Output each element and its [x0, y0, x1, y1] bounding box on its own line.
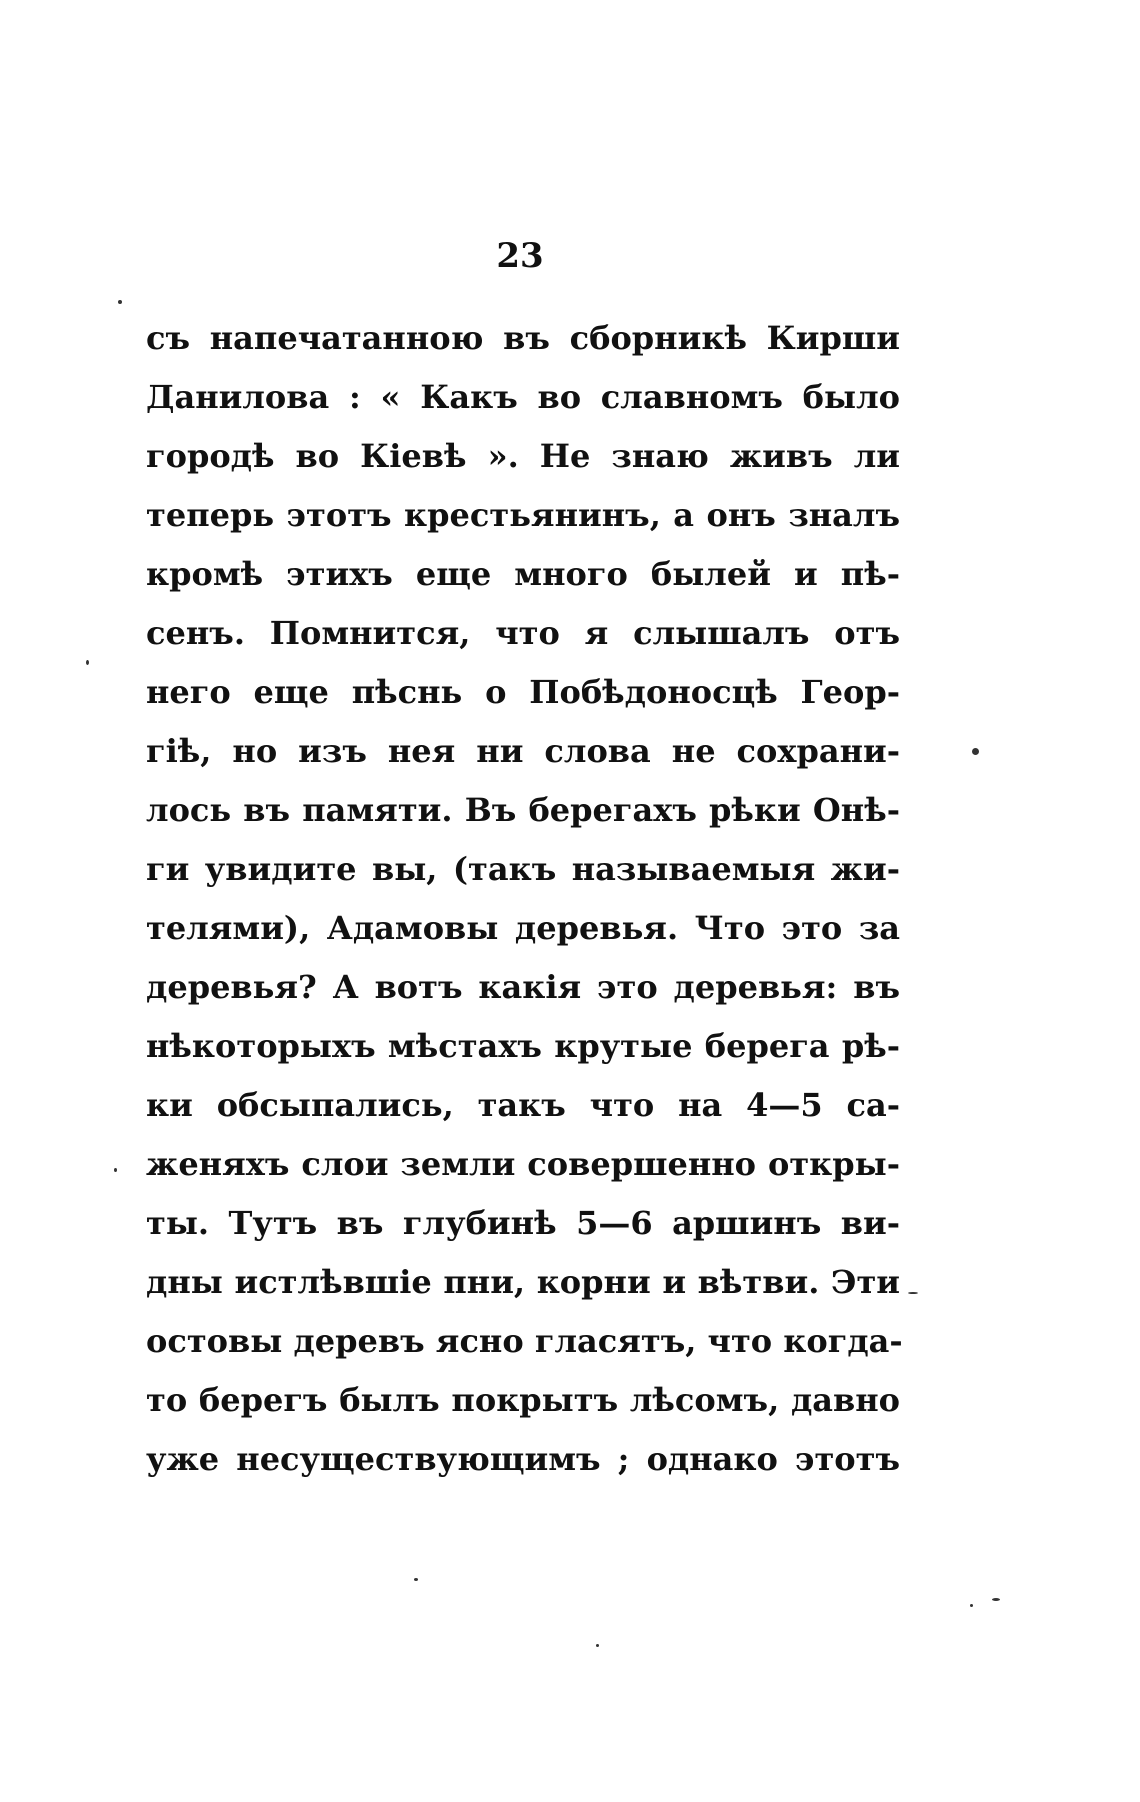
text-line: съ напечатанною въ сборникѣ Кирши	[146, 319, 900, 357]
scan-speck	[908, 1292, 918, 1294]
text-line: деревья? А вотъ какія это деревья: въ	[146, 968, 900, 1006]
scan-speck	[414, 1578, 418, 1581]
text-line: нѣкоторыхъ мѣстахъ крутые берега рѣ-	[146, 1027, 900, 1065]
scan-speck	[970, 1604, 973, 1607]
text-line: уже несуществующимъ ; однако этотъ	[146, 1440, 900, 1478]
scan-speck	[114, 1168, 117, 1172]
text-line: него еще пѣснь о Побѣдоносцѣ Геор-	[146, 673, 900, 711]
page-number: 23	[496, 236, 544, 276]
text-line: ги увидите вы, (такъ называемыя жи-	[146, 850, 900, 888]
scan-speck	[992, 1598, 1000, 1601]
text-line: ки обсыпались, такъ что на 4—5 са-	[146, 1086, 900, 1124]
text-line: теперь этотъ крестьянинъ, а онъ зналъ	[146, 496, 900, 534]
text-line: ты. Тутъ въ глубинѣ 5—6 аршинъ ви-	[146, 1204, 900, 1242]
scan-speck	[118, 300, 122, 304]
text-line: женяхъ слои земли совершенно откры-	[146, 1145, 900, 1183]
text-line: остовы деревъ ясно гласятъ, что когда-	[146, 1322, 903, 1360]
text-line: то берегъ былъ покрытъ лѣсомъ, давно	[146, 1381, 900, 1419]
text-line: телями), Адамовы деревья. Что это за	[146, 909, 900, 947]
text-line: лось въ памяти. Въ берегахъ рѣки Онѣ-	[146, 791, 900, 829]
text-line: гіѣ, но изъ нея ни слова не сохрани-	[146, 732, 900, 770]
text-line: кромѣ этихъ еще много былей и пѣ-	[146, 555, 900, 593]
scan-speck	[972, 748, 979, 755]
scan-speck	[86, 660, 89, 665]
text-line: сенъ. Помнится, что я слышалъ отъ	[146, 614, 900, 652]
text-line: Данилова : « Какъ во славномъ было	[146, 378, 900, 416]
text-line: дны истлѣвшіе пни, корни и вѣтви. Эти	[146, 1263, 900, 1301]
text-line: городѣ во Кіевѣ ». Не знаю живъ ли	[146, 437, 900, 475]
scan-speck	[596, 1644, 599, 1647]
body-text	[146, 309, 903, 1489]
